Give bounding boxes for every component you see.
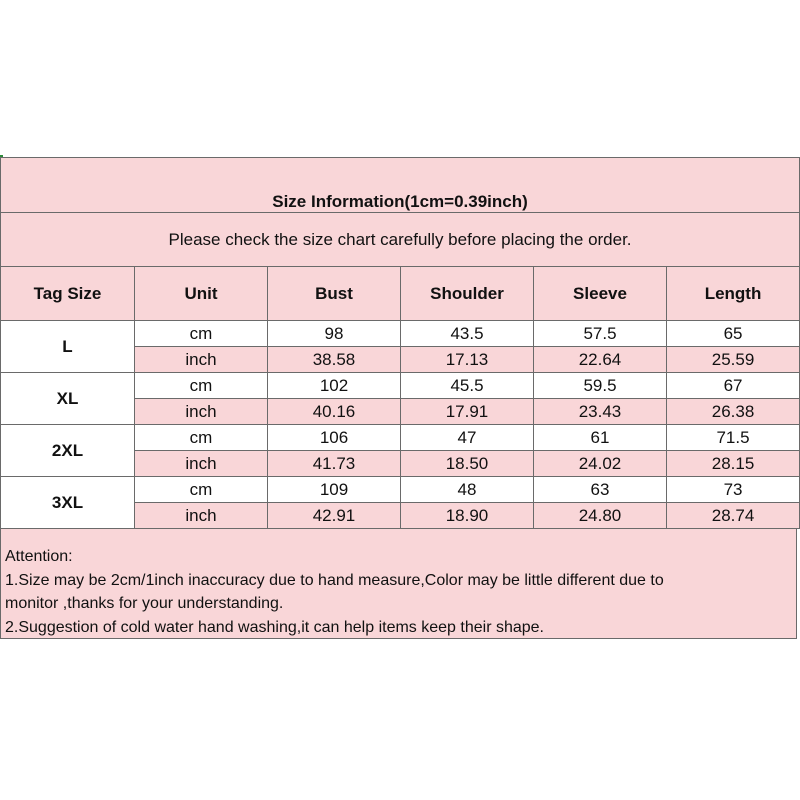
bust-cell: 40.16 — [268, 399, 401, 425]
length-cell: 26.38 — [667, 399, 800, 425]
unit-cell: inch — [135, 503, 268, 529]
unit-cell: cm — [135, 373, 268, 399]
table-row — [1, 477, 800, 503]
table-row — [1, 321, 800, 347]
unit-cell: inch — [135, 399, 268, 425]
sleeve-cell: 57.5 — [534, 321, 667, 347]
sleeve-cell: 63 — [534, 477, 667, 503]
unit-cell: cm — [135, 477, 268, 503]
tag-size-cell: XL — [1, 373, 135, 425]
chart-title: Size Information(1cm=0.39inch) — [1, 158, 800, 213]
sleeve-cell: 24.80 — [534, 503, 667, 529]
chart-subtitle: Please check the size chart carefully before placing the order. — [1, 213, 800, 267]
bust-cell: 42.91 — [268, 503, 401, 529]
bust-cell: 102 — [268, 373, 401, 399]
unit-cell: inch — [135, 347, 268, 373]
attention-note-2: 2.Suggestion of cold water hand washing,it can help items keep their shape. — [5, 618, 544, 636]
unit-cell: cm — [135, 425, 268, 451]
bust-cell: 98 — [268, 321, 401, 347]
header-sleeve: Sleeve — [534, 267, 667, 321]
table-row — [1, 425, 800, 451]
shoulder-cell: 18.50 — [401, 451, 534, 477]
length-cell: 73 — [667, 477, 800, 503]
length-cell: 25.59 — [667, 347, 800, 373]
sleeve-cell: 24.02 — [534, 451, 667, 477]
length-cell: 71.5 — [667, 425, 800, 451]
unit-cell: cm — [135, 321, 268, 347]
tag-size-cell: L — [1, 321, 135, 373]
length-cell: 65 — [667, 321, 800, 347]
subtitle-row — [1, 213, 800, 267]
shoulder-cell: 17.91 — [401, 399, 534, 425]
attention-note-1-continued: monitor ,thanks for your understanding. — [5, 595, 284, 612]
shoulder-cell: 45.5 — [401, 373, 534, 399]
shoulder-cell: 47 — [401, 425, 534, 451]
bust-cell: 109 — [268, 477, 401, 503]
shoulder-cell: 17.13 — [401, 347, 534, 373]
sleeve-cell: 23.43 — [534, 399, 667, 425]
unit-cell: inch — [135, 451, 268, 477]
header-tag-size: Tag Size — [1, 267, 135, 321]
shoulder-cell: 43.5 — [401, 321, 534, 347]
tag-size-cell: 2XL — [1, 425, 135, 477]
header-unit: Unit — [135, 267, 268, 321]
table-row — [1, 373, 800, 399]
bust-cell: 38.58 — [268, 347, 401, 373]
length-cell: 67 — [667, 373, 800, 399]
sleeve-cell: 61 — [534, 425, 667, 451]
shoulder-cell: 18.90 — [401, 503, 534, 529]
size-table — [0, 157, 800, 529]
attention-note-1: 1.Size may be 2cm/1inch inaccuracy due to hand measure,Color may be little different due to — [5, 571, 664, 589]
tag-size-cell: 3XL — [1, 477, 135, 529]
header-row — [1, 267, 800, 321]
sleeve-cell: 22.64 — [534, 347, 667, 373]
shoulder-cell: 48 — [401, 477, 534, 503]
header-shoulder: Shoulder — [401, 267, 534, 321]
bust-cell: 41.73 — [268, 451, 401, 477]
attention-heading: Attention: — [5, 548, 73, 565]
attention-notes — [0, 529, 797, 639]
sleeve-cell: 59.5 — [534, 373, 667, 399]
header-bust: Bust — [268, 267, 401, 321]
title-row — [1, 158, 800, 213]
size-chart-sheet — [0, 157, 799, 639]
length-cell: 28.15 — [667, 451, 800, 477]
bust-cell: 106 — [268, 425, 401, 451]
length-cell: 28.74 — [667, 503, 800, 529]
header-length: Length — [667, 267, 800, 321]
